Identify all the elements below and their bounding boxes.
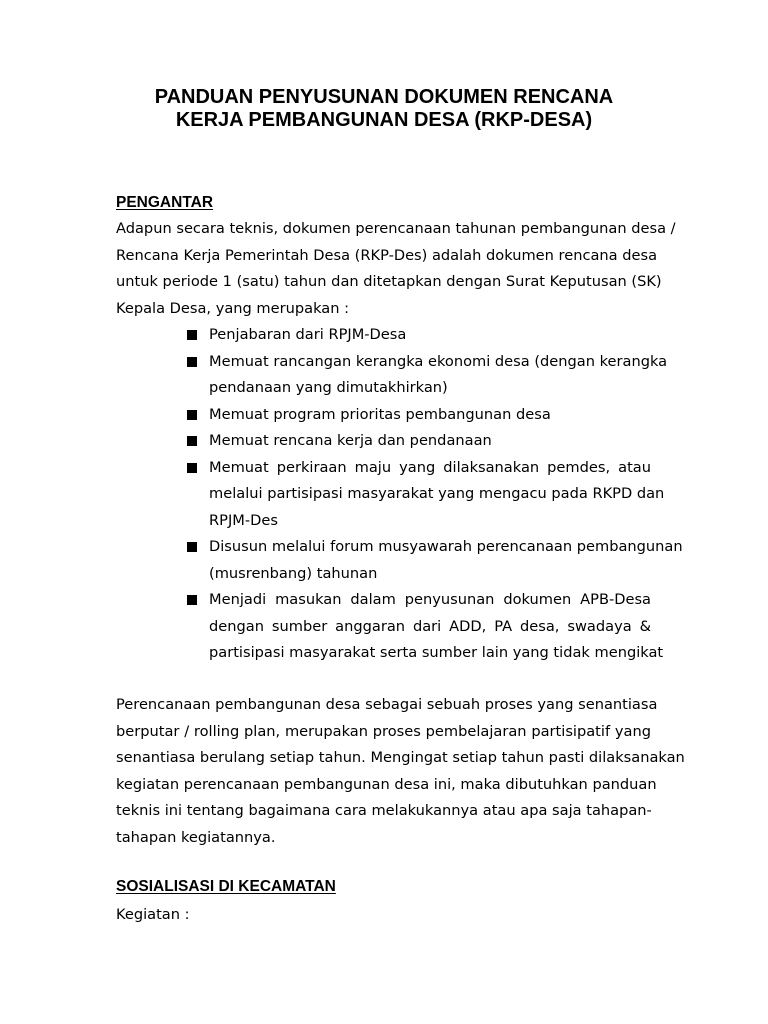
bullet-list [185,322,683,667]
square-bullet-icon [187,436,197,446]
bullet-item [185,322,651,349]
bullet-text: Memuat perkiraan maju yang dilaksanakan pemdes, atau [209,458,651,476]
square-bullet-icon [187,542,197,552]
intro-line: Adapun secara teknis, dokumen perencanaan tahunan pembangunan desa / [116,220,676,237]
document-title-line-2: KERJA PEMBANGUNAN DESA (RKP-DESA) [175,109,593,131]
bullet-text: partisipasi masyarakat serta sumber lain yang tidak mengikat [209,644,664,661]
bullet-text: Disusun melalui forum musyawarah perencanaan pembangunan [209,538,683,555]
closing-line: berputar / rolling plan, merupakan proses pembelajaran partisipatif yang [116,722,651,740]
closing-line: Perencanaan pembangunan desa sebagai sebuah proses yang senantiasa [116,696,658,713]
document-title [0,86,768,132]
bullet-text: (musrenbang) tahunan [209,564,378,582]
closing-paragraph [116,692,685,851]
bullet-item [185,428,651,455]
section-heading-sosialisasi: SOSIALISASI DI KECAMATAN [116,878,336,895]
bullet-text: Memuat rencana kerja dan pendanaan [209,432,492,449]
closing-line: tahapan kegiatannya. [116,828,276,846]
bullet-item [185,402,651,429]
intro-paragraph [116,216,676,322]
bullet-text: pendanaan yang dimutakhirkan) [209,379,448,396]
bullet-text: Memuat rancangan kerangka ekonomi desa (dengan kerangka [209,352,668,370]
bullet-item [185,349,668,402]
bullet-text: RPJM-Des [209,511,278,529]
bullet-item [185,587,664,667]
closing-line: teknis ini tentang bagaimana cara melakukannya atau apa saja tahapan- [116,802,652,819]
document-title-line-1: PANDUAN PENYUSUNAN DOKUMEN RENCANA [154,86,614,108]
square-bullet-icon [187,463,197,473]
bullet-text: Penjabaran dari RPJM-Desa [209,326,407,343]
closing-line: senantiasa berulang setiap tahun. Mengingat setiap tahun pasti dilaksanakan [116,749,685,766]
bullet-text: Menjadi masukan dalam penyusunan dokumen APB-Desa [209,591,651,608]
square-bullet-icon [187,595,197,605]
kegiatan-label: Kegiatan : [116,906,190,923]
intro-line: Kepala Desa, yang merupakan : [116,299,350,317]
square-bullet-icon [187,357,197,367]
bullet-text: dengan sumber anggaran dari ADD, PA desa, swadaya & [209,617,651,635]
intro-line: untuk periode 1 (satu) tahun dan ditetapkan dengan Surat Keputusan (SK) [116,273,662,290]
square-bullet-icon [187,330,197,340]
bullet-text: melalui partisipasi masyarakat yang mengacu pada RKPD dan [209,485,665,502]
bullet-item [185,534,683,587]
bullet-text: Memuat program prioritas pembangunan desa [209,405,551,423]
section-heading-pengantar: PENGANTAR [116,194,214,211]
bullet-item [185,455,665,535]
square-bullet-icon [187,410,197,420]
intro-line: Rencana Kerja Pemerintah Desa (RKP-Des) adalah dokumen rencana desa [116,246,658,264]
closing-line: kegiatan perencanaan pembangunan desa ini, maka dibutuhkan panduan [116,775,657,793]
